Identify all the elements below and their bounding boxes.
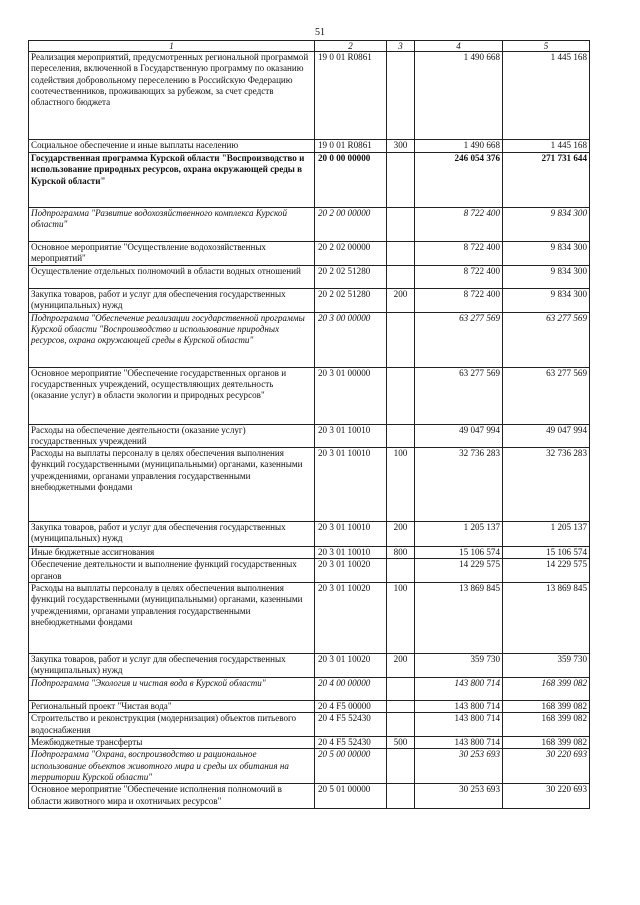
column-number: 3 — [387, 41, 415, 52]
row-name-cell: Основное мероприятие "Обеспечение государственных органов и государственных учреждений, осуществляющих деятельность (оказание услуг) в области экологии и природных ресурсов" — [29, 367, 315, 424]
amount-year2-cell: 1 445 168 — [503, 52, 590, 140]
expense-type-cell — [387, 559, 415, 583]
amount-year1-cell: 1 205 137 — [415, 522, 503, 547]
row-name-cell: Региональный проект "Чистая вода" — [29, 701, 315, 713]
column-number: 5 — [503, 41, 590, 52]
amount-year2-cell: 63 277 569 — [503, 312, 590, 367]
target-article-cell: 20 3 01 10010 — [315, 448, 387, 522]
table-row — [29, 52, 590, 140]
expense-type-cell: 500 — [387, 736, 415, 748]
target-article-cell: 20 4 F5 52430 — [315, 736, 387, 748]
amount-year2-cell: 30 220 693 — [503, 784, 590, 809]
amount-year1-cell: 246 054 376 — [415, 153, 503, 208]
table-row — [29, 367, 590, 424]
row-name-cell: Закупка товаров, работ и услуг для обеспечения государственных (муниципальных) нужд — [29, 654, 315, 678]
expense-type-cell — [387, 678, 415, 701]
table-row — [29, 424, 590, 448]
table-row — [29, 749, 590, 784]
amount-year1-cell: 143 800 714 — [415, 678, 503, 701]
amount-year2-cell: 168 399 082 — [503, 736, 590, 748]
row-name-cell: Подпрограмма "Экология и чистая вода в Курской области" — [29, 678, 315, 701]
table-row — [29, 522, 590, 547]
expense-type-cell — [387, 208, 415, 242]
row-name-cell: Иные бюджетные ассигнования — [29, 547, 315, 559]
row-name-cell: Обеспечение деятельности и выполнение функций государственных органов — [29, 559, 315, 583]
target-article-cell: 20 5 01 00000 — [315, 784, 387, 809]
expense-type-cell — [387, 701, 415, 713]
amount-year2-cell: 13 869 845 — [503, 583, 590, 654]
table-row — [29, 288, 590, 312]
amount-year1-cell: 1 490 668 — [415, 52, 503, 140]
row-name-cell: Расходы на обеспечение деятельности (оказание услуг) государственных учреждений — [29, 424, 315, 448]
amount-year2-cell: 63 277 569 — [503, 367, 590, 424]
amount-year2-cell: 168 399 082 — [503, 701, 590, 713]
table-row — [29, 448, 590, 522]
expense-type-cell: 100 — [387, 448, 415, 522]
expense-type-cell — [387, 52, 415, 140]
expense-type-cell — [387, 749, 415, 784]
amount-year1-cell: 1 490 668 — [415, 140, 503, 153]
row-name-cell: Расходы на выплаты персоналу в целях обеспечения выполнения функций государственными (муниципальными) органами, казенными учреждениями, органами управления государственными внебюджетными фондами — [29, 583, 315, 654]
expense-type-cell: 300 — [387, 140, 415, 153]
amount-year1-cell: 32 736 283 — [415, 448, 503, 522]
row-name-cell: Основное мероприятие "Осуществление водохозяйственных мероприятий" — [29, 242, 315, 266]
target-article-cell: 20 3 01 10010 — [315, 424, 387, 448]
amount-year2-cell: 9 834 300 — [503, 208, 590, 242]
column-number: 4 — [415, 41, 503, 52]
amount-year2-cell: 9 834 300 — [503, 242, 590, 266]
target-article-cell: 20 4 00 00000 — [315, 678, 387, 701]
amount-year2-cell: 9 834 300 — [503, 265, 590, 288]
expense-type-cell: 100 — [387, 583, 415, 654]
table-row — [29, 654, 590, 678]
table-row — [29, 701, 590, 713]
amount-year1-cell: 13 869 845 — [415, 583, 503, 654]
amount-year1-cell: 8 722 400 — [415, 288, 503, 312]
target-article-cell: 20 0 00 00000 — [315, 153, 387, 208]
row-name-cell: Подпрограмма "Обеспечение реализации государственной программы Курской области "Воспроизводство и использование природных ресурсов, охрана окружающей среды в Курской области" — [29, 312, 315, 367]
row-name-cell: Закупка товаров, работ и услуг для обеспечения государственных (муниципальных) нужд — [29, 288, 315, 312]
row-name-cell: Закупка товаров, работ и услуг для обеспечения государственных (муниципальных) нужд — [29, 522, 315, 547]
amount-year1-cell: 8 722 400 — [415, 242, 503, 266]
amount-year2-cell: 9 834 300 — [503, 288, 590, 312]
expense-type-cell — [387, 424, 415, 448]
amount-year2-cell: 168 399 082 — [503, 678, 590, 701]
amount-year1-cell: 143 800 714 — [415, 713, 503, 737]
table-row — [29, 583, 590, 654]
column-number: 1 — [29, 41, 315, 52]
amount-year2-cell: 168 399 082 — [503, 713, 590, 737]
amount-year2-cell: 49 047 994 — [503, 424, 590, 448]
row-name-cell: Осуществление отдельных полномочий в области водных отношений — [29, 265, 315, 288]
amount-year1-cell: 63 277 569 — [415, 367, 503, 424]
table-row — [29, 547, 590, 559]
target-article-cell: 20 3 01 10020 — [315, 654, 387, 678]
target-article-cell: 20 2 02 51280 — [315, 288, 387, 312]
table-row — [29, 265, 590, 288]
target-article-cell: 20 4 F5 00000 — [315, 701, 387, 713]
row-name-cell: Подпрограмма "Развитие водохозяйственного комплекса Курской области" — [29, 208, 315, 242]
table-row — [29, 242, 590, 266]
row-name-cell: Социальное обеспечение и иные выплаты населению — [29, 140, 315, 153]
page-number: 51 — [315, 27, 325, 38]
expense-type-cell — [387, 312, 415, 367]
row-name-cell: Межбюджетные трансферты — [29, 736, 315, 748]
table-row — [29, 312, 590, 367]
row-name-cell: Государственная программа Курской области "Воспроизводство и использование природных ресурсов, охрана окружающей среды в Курской области" — [29, 153, 315, 208]
row-name-cell: Расходы на выплаты персоналу в целях обеспечения выполнения функций государственными (муниципальными) органами, казенными учреждениями, органами управления государственными внебюджетными фондами — [29, 448, 315, 522]
expense-type-cell — [387, 242, 415, 266]
amount-year1-cell: 8 722 400 — [415, 265, 503, 288]
amount-year1-cell: 143 800 714 — [415, 736, 503, 748]
expense-type-cell: 200 — [387, 654, 415, 678]
target-article-cell: 20 2 02 00000 — [315, 242, 387, 266]
table-row — [29, 140, 590, 153]
expense-type-cell — [387, 367, 415, 424]
amount-year1-cell: 49 047 994 — [415, 424, 503, 448]
expense-type-cell — [387, 713, 415, 737]
column-number: 2 — [315, 41, 387, 52]
table-row — [29, 678, 590, 701]
row-name-cell: Основное мероприятие "Обеспечение исполнения полномочий в области животного мира и охотничьих ресурсов" — [29, 784, 315, 809]
target-article-cell: 20 3 01 10020 — [315, 583, 387, 654]
expense-type-cell: 200 — [387, 522, 415, 547]
amount-year1-cell: 359 730 — [415, 654, 503, 678]
amount-year1-cell: 63 277 569 — [415, 312, 503, 367]
row-name-cell: Строительство и реконструкция (модернизация) объектов питьевого водоснабжения — [29, 713, 315, 737]
table-row — [29, 736, 590, 748]
table-row — [29, 784, 590, 809]
table-row — [29, 153, 590, 208]
amount-year2-cell: 32 736 283 — [503, 448, 590, 522]
amount-year1-cell: 143 800 714 — [415, 701, 503, 713]
amount-year2-cell: 359 730 — [503, 654, 590, 678]
target-article-cell: 20 3 01 10020 — [315, 559, 387, 583]
expense-type-cell — [387, 153, 415, 208]
amount-year1-cell: 30 253 693 — [415, 749, 503, 784]
column-number-row — [29, 41, 590, 52]
target-article-cell: 20 2 02 51280 — [315, 265, 387, 288]
target-article-cell: 20 3 01 00000 — [315, 367, 387, 424]
table-row — [29, 208, 590, 242]
amount-year2-cell: 1 445 168 — [503, 140, 590, 153]
target-article-cell: 19 0 01 R0861 — [315, 140, 387, 153]
amount-year1-cell: 14 229 575 — [415, 559, 503, 583]
expense-type-cell — [387, 265, 415, 288]
expense-type-cell: 200 — [387, 288, 415, 312]
table-row — [29, 559, 590, 583]
amount-year2-cell: 14 229 575 — [503, 559, 590, 583]
amount-year1-cell: 30 253 693 — [415, 784, 503, 809]
amount-year2-cell: 15 106 574 — [503, 547, 590, 559]
target-article-cell: 20 3 00 00000 — [315, 312, 387, 367]
budget-table — [28, 40, 590, 809]
row-name-cell: Подпрограмма "Охрана, воспроизводство и рациональное использование объектов животного мира и среды их обитания на территории Курской области" — [29, 749, 315, 784]
target-article-cell: 20 3 01 10010 — [315, 547, 387, 559]
target-article-cell: 20 3 01 10010 — [315, 522, 387, 547]
amount-year1-cell: 8 722 400 — [415, 208, 503, 242]
target-article-cell: 20 5 00 00000 — [315, 749, 387, 784]
target-article-cell: 19 0 01 R0861 — [315, 52, 387, 140]
table-row — [29, 713, 590, 737]
amount-year1-cell: 15 106 574 — [415, 547, 503, 559]
amount-year2-cell: 30 220 693 — [503, 749, 590, 784]
amount-year2-cell: 271 731 644 — [503, 153, 590, 208]
expense-type-cell — [387, 784, 415, 809]
expense-type-cell: 800 — [387, 547, 415, 559]
target-article-cell: 20 2 00 00000 — [315, 208, 387, 242]
amount-year2-cell: 1 205 137 — [503, 522, 590, 547]
row-name-cell: Реализация мероприятий, предусмотренных региональной программой переселения, включенной в Государственную программу по оказанию содействия добровольному переселению в Российскую Федерацию соотечественников, проживающих за рубежом, за счет средств областного бюджета — [29, 52, 315, 140]
target-article-cell: 20 4 F5 52430 — [315, 713, 387, 737]
